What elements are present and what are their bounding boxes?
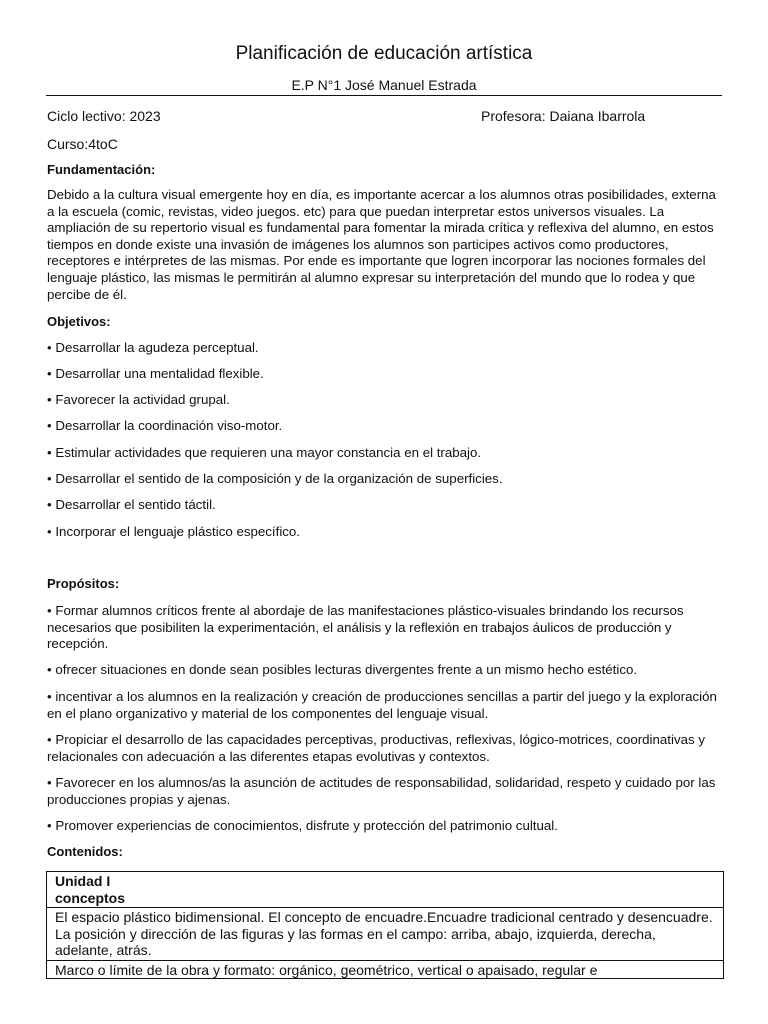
contenidos-table [46,871,724,979]
objetivo-item: • Estimular actividades que requieren una mayor constancia en el trabajo. [47,445,482,460]
proposito-item: • Formar alumnos críticos frente al abordaje de las manifestaciones plástico-visuales brindando los recursos necesarios que posibiliten la experimentación, el análisis y la reflexión en trabajos áulicos de producción y recepción. [47,603,684,652]
unit-header [47,872,723,907]
ciclo-lectivo: Ciclo lectivo: 2023 [47,108,161,124]
unit-subtitle: conceptos [55,889,126,906]
proposito-item: • Favorecer en los alumnos/as la asunción de actitudes de responsabilidad, solidaridad, respeto y cuidado por las producciones propias y ajenas. [47,775,716,807]
table-row: Marco o límite de la obra y formato: orgánico, geométrico, vertical o apaisado, regular e [47,960,723,978]
objetivo-item: • Desarrollar el sentido táctil. [47,497,216,512]
objetivo-item: • Desarrollar el sentido de la composición y de la organización de superficies. [47,471,503,486]
objetivo-item: • Desarrollar la coordinación viso-motor. [47,418,283,433]
document-title: Planificación de educación artística [235,43,533,64]
proposito-item: • Propiciar el desarrollo de las capacidades perceptivas, productivas, reflexivas, lógico-motrices, coordinativas y relacionales con adecuación a las diferentes etapas evolutivas y contextos. [47,732,705,764]
fundamentacion-text: Debido a la cultura visual emergente hoy en día, es importante acercar a los alumnos otras posibilidades, externa a la escuela (comic, revistas, video juegos. etc) para que puedan interpretar estos universos visuales. La ampliación de su repertorio visual es fundamental para fomentar la mirada crítica y reflexiva del alumno, en estos tiempos en donde existe una invasión de imágenes los alumnos son participes activos como productores, receptores e intérpretes de las mismas. Por ende es importante que logren incorporar las nociones formales del lenguaje plástico, las mismas le permitirán al alumno expresar su interpretación del mundo que lo rodea y que percibe de él. [47,187,716,302]
objetivo-item: • Incorporar el lenguaje plástico específico. [47,524,301,539]
table-row: El espacio plástico bidimensional. El concepto de encuadre.Encuadre tradicional centrado y desencuadre. La posición y dirección de las figuras y las formas en el campo: arriba, abajo, izquierda, derecha, adelante, atrás. [47,907,723,960]
objetivo-item: • Desarrollar la agudeza perceptual. [47,340,259,355]
objetivos-heading: Objetivos: [47,314,111,329]
proposito-item: • Promover experiencias de conocimientos, disfrute y protección del patrimonio cultual. [47,818,558,833]
unit-title: Unidad I [55,873,111,889]
profesora: Profesora: Daiana Ibarrola [481,108,646,124]
contenidos-heading: Contenidos: [47,844,123,859]
objetivo-item: • Favorecer la actividad grupal. [47,392,230,407]
propositos-heading: Propósitos: [47,576,120,591]
fundamentacion-heading: Fundamentación: [47,162,156,177]
proposito-item: • ofrecer situaciones en donde sean posibles lecturas divergentes frente a un mismo hecho estético. [47,662,638,677]
proposito-item: • incentivar a los alumnos en la realización y creación de producciones sencillas a partir del juego y la exploración en el plano organizativo y material de los componentes del lenguaje visual. [47,689,717,721]
curso: Curso:4toC [47,136,118,152]
school-name: E.P N°1 José Manuel Estrada [46,77,722,96]
objetivo-item: • Desarrollar una mentalidad flexible. [47,366,264,381]
